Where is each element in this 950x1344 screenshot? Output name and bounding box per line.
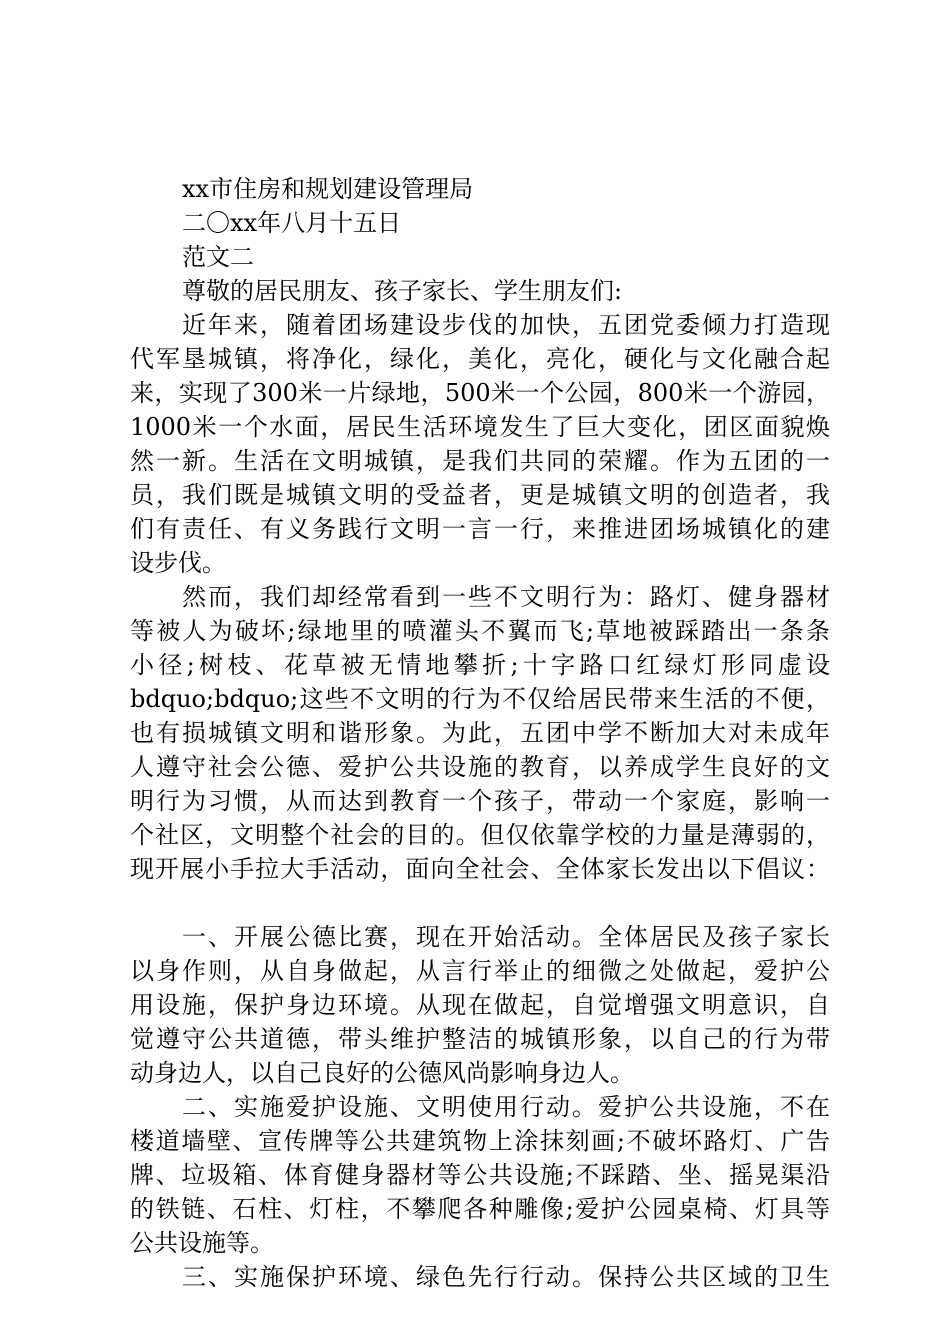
text-line: 三、实施保护环境、绿色先行行动。保持公共区域的卫生 (182, 1263, 830, 1291)
text-line: 设步伐。 (130, 549, 226, 577)
text-line: 们有责任、有义务践行文明一言一行，来推进团场城镇化的建 (130, 515, 830, 543)
text-line: 然而，我们却经常看到一些不文明行为：路灯、健身器材 (182, 583, 830, 611)
text-line: 公共设施等。 (130, 1229, 274, 1257)
text-line: 也有损城镇文明和谐形象。为此，五团中学不断加大对未成年 (130, 719, 830, 747)
text-line: 小径;树枝、花草被无情地攀折;十字路口红绿灯形同虚设 (130, 651, 830, 679)
text-line: 明行为习惯，从而达到教育一个孩子，带动一个家庭，影响一 (130, 787, 830, 815)
text-line: 等被人为破坏;绿地里的喷灌头不翼而飞;草地被踩踏出一条条 (130, 617, 830, 645)
text-line: xx市住房和规划建设管理局 (182, 175, 474, 203)
text-line: 一、开展公德比赛，现在开始活动。全体居民及孩子家长 (182, 923, 830, 951)
text-line: 尊敬的居民朋友、孩子家长、学生朋友们: (182, 277, 623, 305)
text-line: 员，我们既是城镇文明的受益者，更是城镇文明的创造者，我 (130, 481, 830, 509)
text-line: 现开展小手拉大手活动，面向全社会、全体家长发出以下倡议： (130, 855, 830, 883)
text-line: 然一新。生活在文明城镇，是我们共同的荣耀。作为五团的一 (130, 447, 830, 475)
text-line: 楼道墙壁、宣传牌等公共建筑物上涂抹刻画;不破坏路灯、广告 (130, 1127, 830, 1155)
text-line: 来，实现了300米一片绿地，500米一个公园，800米一个游园， (130, 379, 830, 407)
text-line: 用设施，保护身边环境。从现在做起，自觉增强文明意识，自 (130, 991, 830, 1019)
text-line: 近年来，随着团场建设步伐的加快，五团党委倾力打造现 (182, 311, 830, 339)
text-line: 1000米一个水面，居民生活环境发生了巨大变化，团区面貌焕 (130, 413, 830, 441)
document-body (130, 172, 830, 1294)
text-line: 的铁链、石柱、灯柱，不攀爬各种雕像;爱护公园桌椅、灯具等 (130, 1195, 830, 1223)
blank-line (130, 886, 830, 920)
text-line: 二〇xx年八月十五日 (182, 209, 402, 237)
text-line: 牌、垃圾箱、体育健身器材等公共设施;不踩踏、坐、摇晃渠沿 (130, 1161, 830, 1189)
text-line: 范文二 (182, 243, 254, 271)
text-line: 代军垦城镇，将净化，绿化，美化，亮化，硬化与文化融合起 (130, 345, 830, 373)
text-line: 个社区，文明整个社会的目的。但仅依靠学校的力量是薄弱的， (130, 821, 830, 849)
text-line: 人遵守社会公德、爱护公共设施的教育，以养成学生良好的文 (130, 753, 830, 781)
text-line: 以身作则，从自身做起，从言行举止的细微之处做起，爱护公 (130, 957, 830, 985)
text-line: 动身边人，以自己良好的公德风尚影响身边人。 (130, 1059, 634, 1087)
text-line: 觉遵守公共道德，带头维护整洁的城镇形象，以自己的行为带 (130, 1025, 830, 1053)
text-line: bdquo;bdquo;这些不文明的行为不仅给居民带来生活的不便， (130, 685, 830, 713)
text-line: 二、实施爱护设施、文明使用行动。爱护公共设施，不在 (182, 1093, 830, 1121)
